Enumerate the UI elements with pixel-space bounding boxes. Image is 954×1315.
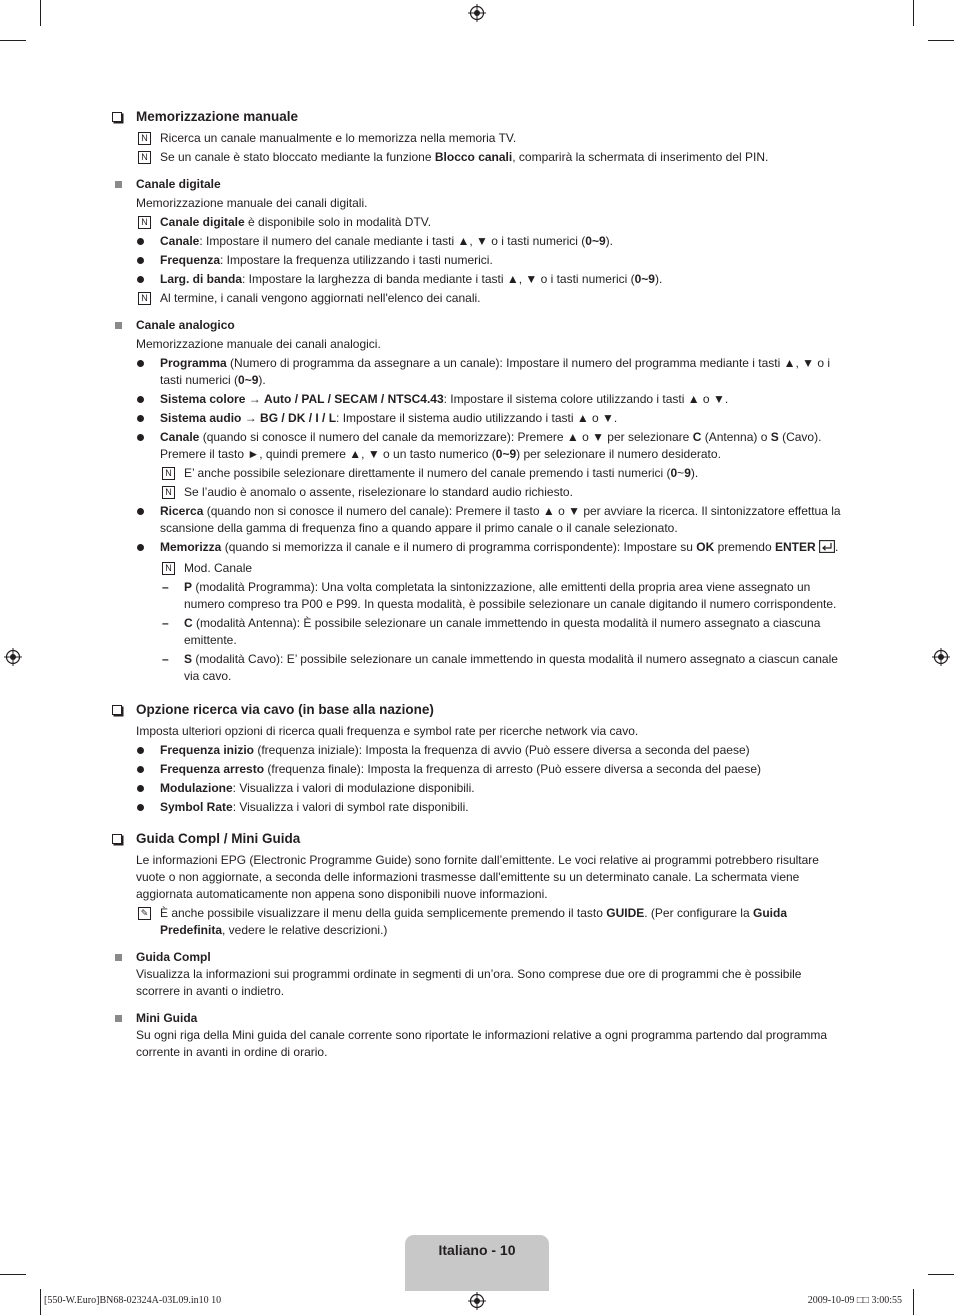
bullet-icon — [137, 360, 144, 367]
bullet-item: Ricerca (quando non si conosce il numero del canale): Premere il tasto ▲ o ▼ per avviare la ricerca. Il sintonizzatore effettua la scansione della gamma di frequenza fino a quando appare il primo canale o il canale selezionato. — [112, 503, 842, 537]
note-icon: N — [162, 562, 175, 575]
bullet-icon — [137, 508, 144, 515]
tip-icon: ✎ — [138, 907, 151, 920]
dash-item: – S (modalità Cavo): E’ possibile selezionare un canale immettendo in questa modalità il numero assegnato a ciascun canale via cavo. — [162, 652, 838, 683]
crop-mark — [40, 1289, 41, 1315]
bullet-icon — [137, 238, 144, 245]
checkbox-icon — [112, 705, 122, 715]
bullet-item: Frequenza: Impostare la frequenza utilizzando i tasti numerici. — [112, 252, 842, 269]
paragraph: Le informazioni EPG (Electronic Programme Guide) sono fornite dall’emittente. Le voci relative ai programmi potrebbero risultare vuote o non aggiornate, a seconda delle informazioni trasmesse dall'emittente su un determinato canale. La schermata viene aggiornata automaticamente non appena sono disponibili nuove informazioni. — [136, 853, 819, 901]
bullet-item: Frequenza arresto (frequenza finale): Imposta la frequenza di arresto (Può essere diversa a seconda del paese) — [112, 761, 842, 778]
bullet-item: Frequenza inizio (frequenza iniziale): Imposta la frequenza di avvio (Può essere diversa a seconda del paese) — [112, 742, 842, 759]
section-title-opzione-ricerca: Opzione ricerca via cavo (in base alla nazione) — [112, 701, 842, 719]
note-item: N E’ anche possibile selezionare direttamente il numero del canale premendo i tasti numerici (0~9). — [112, 465, 842, 482]
note-icon: N — [138, 292, 151, 305]
crop-mark — [40, 0, 41, 26]
crop-mark — [928, 1274, 954, 1275]
subsection-title-canale-analogico: Canale analogico — [112, 317, 842, 334]
bullet-item: Modulazione: Visualizza i valori di modulazione disponibili. — [112, 780, 842, 797]
paragraph: Su ogni riga della Mini guida del canale corrente sono riportate le informazioni relative a ogni programma partendo dal programma corrente in avanti in ordine di orario. — [136, 1028, 828, 1059]
bullet-item: Canale: Impostare il numero del canale mediante i tasti ▲, ▼ o i tasti numerici (0~9). — [112, 233, 842, 250]
crop-mark — [913, 1289, 914, 1315]
square-bullet-icon — [115, 954, 122, 961]
bullet-icon — [137, 415, 144, 422]
registration-mark-icon — [932, 648, 950, 666]
note-item: N Al termine, i canali vengono aggiornati nell'elenco dei canali. — [112, 290, 842, 307]
paragraph: Memorizzazione manuale dei canali analogici. — [136, 337, 381, 351]
note-item: N Se l’audio è anomalo o assente, riselezionare lo standard audio richiesto. — [112, 484, 842, 501]
crop-mark — [928, 40, 954, 41]
page-number: Italiano - 10 — [438, 1242, 516, 1258]
paragraph: Memorizzazione manuale dei canali digitali. — [136, 196, 368, 210]
bullet-icon — [137, 785, 144, 792]
square-bullet-icon — [115, 1015, 122, 1022]
bullet-icon — [137, 434, 144, 441]
enter-icon — [819, 540, 835, 558]
paragraph: Visualizza la informazioni sui programmi ordinate in segmenti di un’ora. Sono comprese due ore di programmi che è possibile scorrere in avanti o indietro. — [136, 967, 802, 998]
dash-icon: – — [162, 580, 169, 594]
crop-mark — [0, 1274, 26, 1275]
note-item: N Canale digitale è disponibile solo in modalità DTV. — [112, 214, 842, 231]
note-icon: N — [138, 151, 151, 164]
footer-timestamp: 2009-10-09 □□ 3:00:55 — [807, 1295, 902, 1306]
bullet-item: Sistema colore → Auto / PAL / SECAM / NTSC4.43: Impostare il sistema colore utilizzando i tasti ▲ o ▼. — [112, 391, 842, 408]
registration-mark-icon — [468, 1292, 486, 1310]
note-item: N Se un canale è stato bloccato mediante la funzione Blocco canali, comparirà la schermata di inserimento del PIN. — [112, 149, 842, 166]
dash-item: – C (modalità Antenna): È possibile selezionare un canale immettendo in questa modalità il numero assegnato a ciascuna emittente. — [162, 616, 821, 647]
subsection-title-guida-compl: Guida Compl — [112, 949, 842, 966]
page-number-tab — [405, 1235, 549, 1291]
dash-item: – P (modalità Programma): Una volta completata la sintonizzazione, alle emittenti della propria area viene assegnato un numero compreso tra P00 e P99. In questa modalità, è possibile selezionare un canale digitando il numero corrispondente. — [162, 580, 837, 611]
bullet-icon — [137, 257, 144, 264]
bullet-item: Sistema audio → BG / DK / I / L: Impostare il sistema audio utilizzando i tasti ▲ o ▼. — [112, 410, 842, 427]
bullet-icon — [137, 276, 144, 283]
bullet-item: Canale (quando si conosce il numero del canale da memorizzare): Premere ▲ o ▼ per selezionare C (Antenna) o S (Cavo). Premere il tasto ►, quindi premere ▲, ▼ o un tasto numerico (0~9) per selezionare il numero desiderato. — [112, 429, 842, 463]
note-icon: N — [162, 486, 175, 499]
section-title-guida: Guida Compl / Mini Guida — [112, 830, 842, 848]
note-icon: N — [162, 467, 175, 480]
bullet-item: Symbol Rate: Visualizza i valori di symbol rate disponibili. — [112, 799, 842, 816]
registration-mark-icon — [468, 4, 486, 22]
crop-mark — [913, 0, 914, 26]
registration-mark-icon — [4, 648, 22, 666]
footer-file-info: [550-W.Euro]BN68-02324A-03L09.in10 10 — [44, 1295, 222, 1306]
dash-icon: – — [162, 652, 169, 666]
bullet-icon — [137, 396, 144, 403]
subsection-title-mini-guida: Mini Guida — [112, 1010, 842, 1027]
paragraph: Imposta ulteriori opzioni di ricerca quali frequenza e symbol rate per ricerche network via cavo. — [136, 724, 639, 738]
checkbox-icon — [112, 112, 122, 122]
bullet-icon — [137, 747, 144, 754]
checkbox-icon — [112, 834, 122, 844]
page-content — [112, 108, 842, 1061]
crop-mark — [0, 40, 26, 41]
note-item: N Ricerca un canale manualmente e lo memorizza nella memoria TV. — [112, 130, 842, 147]
section-title-memorizzazione: Memorizzazione manuale — [112, 108, 842, 126]
note-icon: N — [138, 132, 151, 145]
square-bullet-icon — [115, 322, 122, 329]
subsection-title-canale-digitale: Canale digitale — [112, 176, 842, 193]
tip-item: ✎ È anche possibile visualizzare il menu della guida semplicemente premendo il tasto GUIDE. (Per configurare la Guida Predefinita, vedere le relative descrizioni.) — [112, 905, 842, 939]
bullet-item: Memorizza (quando si memorizza il canale e il numero di programma corrispondente): Impostare su OK premendo ENTER . — [112, 539, 842, 558]
bullet-icon — [137, 544, 144, 551]
dash-icon: – — [162, 616, 169, 630]
note-item: N Mod. Canale — [112, 560, 842, 577]
bullet-icon — [137, 804, 144, 811]
square-bullet-icon — [115, 181, 122, 188]
bullet-icon — [137, 766, 144, 773]
bullet-item: Programma (Numero di programma da assegnare a un canale): Impostare il numero del programma mediante i tasti ▲, ▼ o i tasti numerici (0~9). — [112, 355, 842, 389]
note-icon: N — [138, 216, 151, 229]
bullet-item: Larg. di banda: Impostare la larghezza di banda mediante i tasti ▲, ▼ o i tasti numerici (0~9). — [112, 271, 842, 288]
